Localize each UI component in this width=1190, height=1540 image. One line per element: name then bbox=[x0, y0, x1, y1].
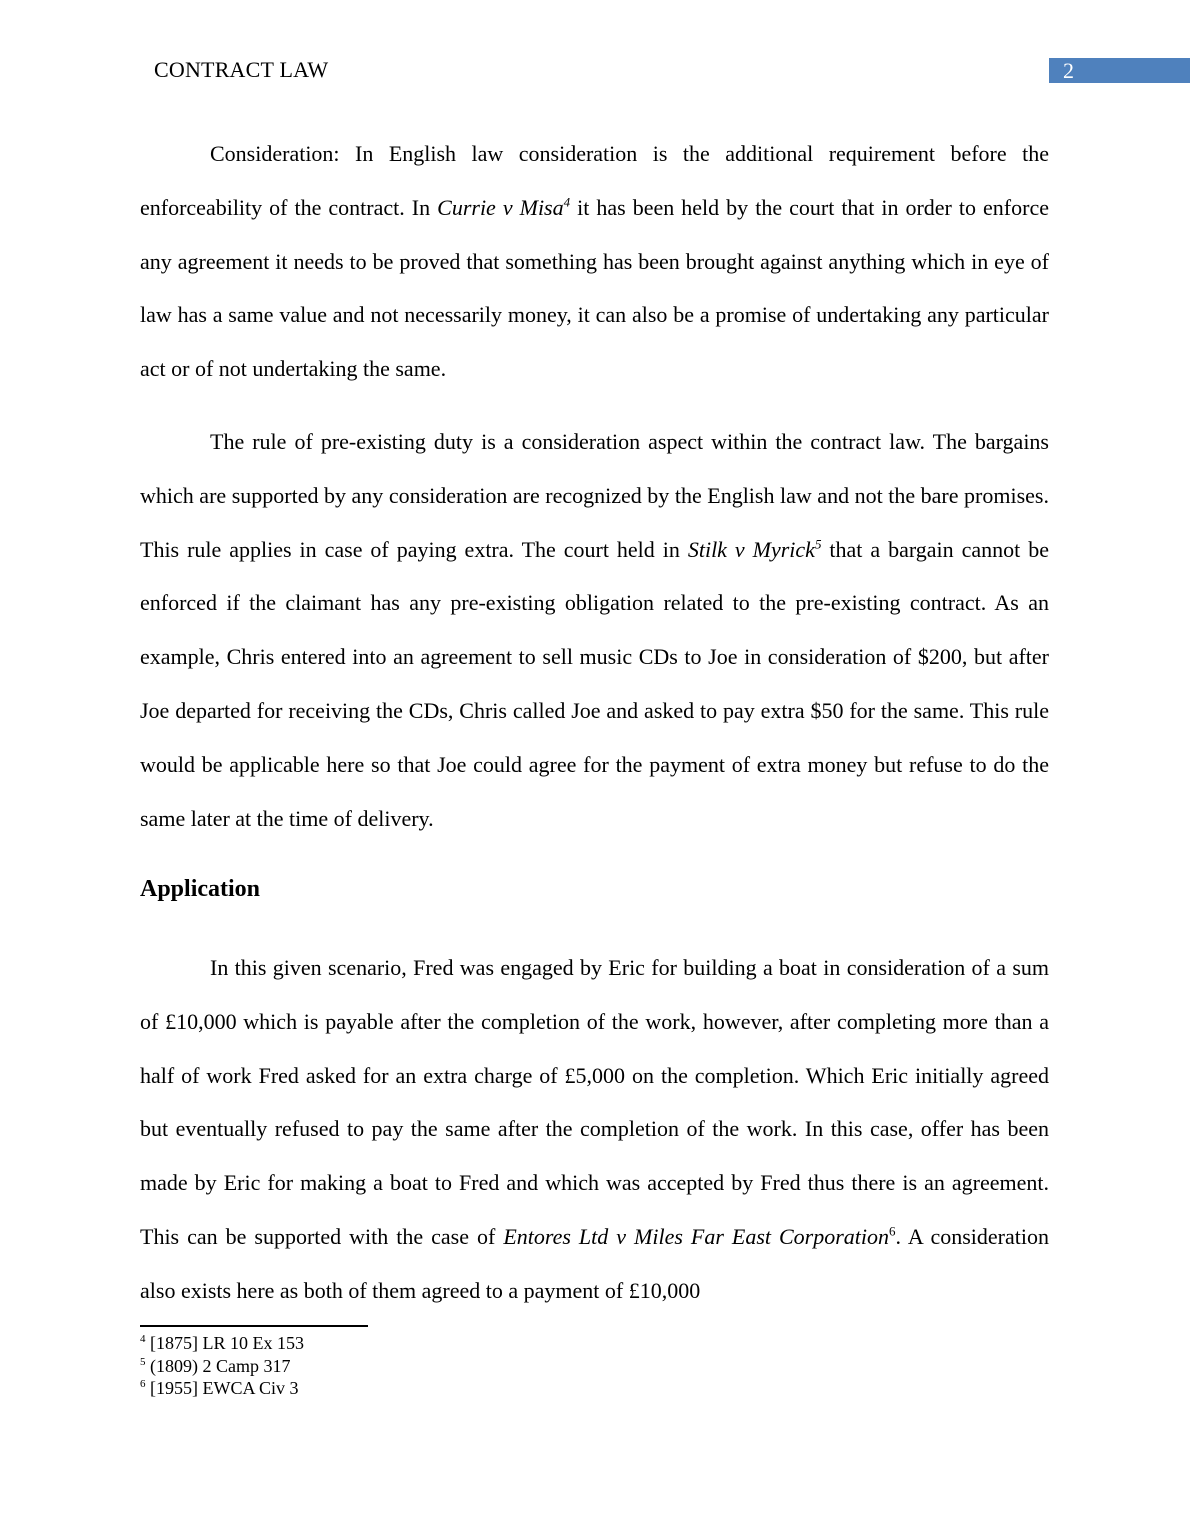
case-name: Entores Ltd v Miles Far East Corporation bbox=[503, 1223, 890, 1249]
section-heading: Application bbox=[140, 876, 261, 902]
running-header-title: CONTRACT LAW bbox=[154, 57, 329, 82]
paragraph-text: that a bargain cannot be enforced if the claimant has any pre-existing obligation related to the pre-existing contract. As an example, Chris entered into an agreement to sell music CDs to Joe in consideration of $200, but after Joe departed for receiving the CDs, Chris called Joe and asked to pay extra $50 for the same. This rule would be applicable here so that Joe could agree for the payment of extra money but refuse to do the same later at the time of delivery. bbox=[140, 536, 1049, 831]
paragraph-text: it has been held by the court that in order to enforce any agreement it needs to be proved that something has been brought against anything which in eye of law has a same value and not necessarily money, it can also be a promise of undertaking any particular act or of not undertaking the same. bbox=[140, 194, 1049, 382]
footnote-separator bbox=[140, 1325, 368, 1327]
case-name: Currie v Misa bbox=[437, 194, 564, 220]
paragraph-text: . A consideration also exists here as both of them agreed to a payment of £10,000 bbox=[140, 1223, 1049, 1303]
paragraph-application bbox=[140, 941, 1049, 1318]
paragraph-text: In this given scenario, Fred was engaged by Eric for building a boat in consideration of a sum of £10,000 which is payable after the completion of the work, however, after completing more than a half of work Fred asked for an extra charge of £5,000 on the completion. Which Eric initially agreed but eventually refused to pay the same after the completion of the work. In this case, offer has been made by Eric for making a boat to Fred and which was accepted by Fred thus there is an agreement. This can be supported with the case of bbox=[140, 955, 1049, 1249]
footnote-item: $^6$ [1955] EWCA Civ 3 bbox=[140, 1378, 299, 1398]
footnotes bbox=[140, 1332, 304, 1400]
footnote-ref: 5 bbox=[814, 536, 822, 552]
paragraph-consideration bbox=[140, 127, 1049, 396]
footnote-ref: 4 bbox=[563, 194, 571, 210]
paragraph-text: The rule of pre-existing duty is a consideration aspect within the contract law. The bargains which are supported by any consideration are recognized by the English law and not the bare promises. This rule applies in case of paying extra. The court held in bbox=[140, 429, 1049, 562]
footnote-item: $^4$ [1875] LR 10 Ex 153 bbox=[140, 1333, 304, 1353]
case-name: Stilk v Myrick bbox=[687, 536, 815, 562]
page-number-badge bbox=[1049, 58, 1190, 83]
paragraph-text: Consideration: In English law consideration is the additional requirement before the enforceability of the contract. In bbox=[140, 141, 1049, 220]
footnote-ref: 6 bbox=[889, 1223, 896, 1239]
footnote-item: $^5$ (1809) 2 Camp 317 bbox=[140, 1355, 291, 1376]
page-number: 2 bbox=[1063, 58, 1074, 83]
paragraph-pre-existing-duty bbox=[140, 415, 1049, 845]
